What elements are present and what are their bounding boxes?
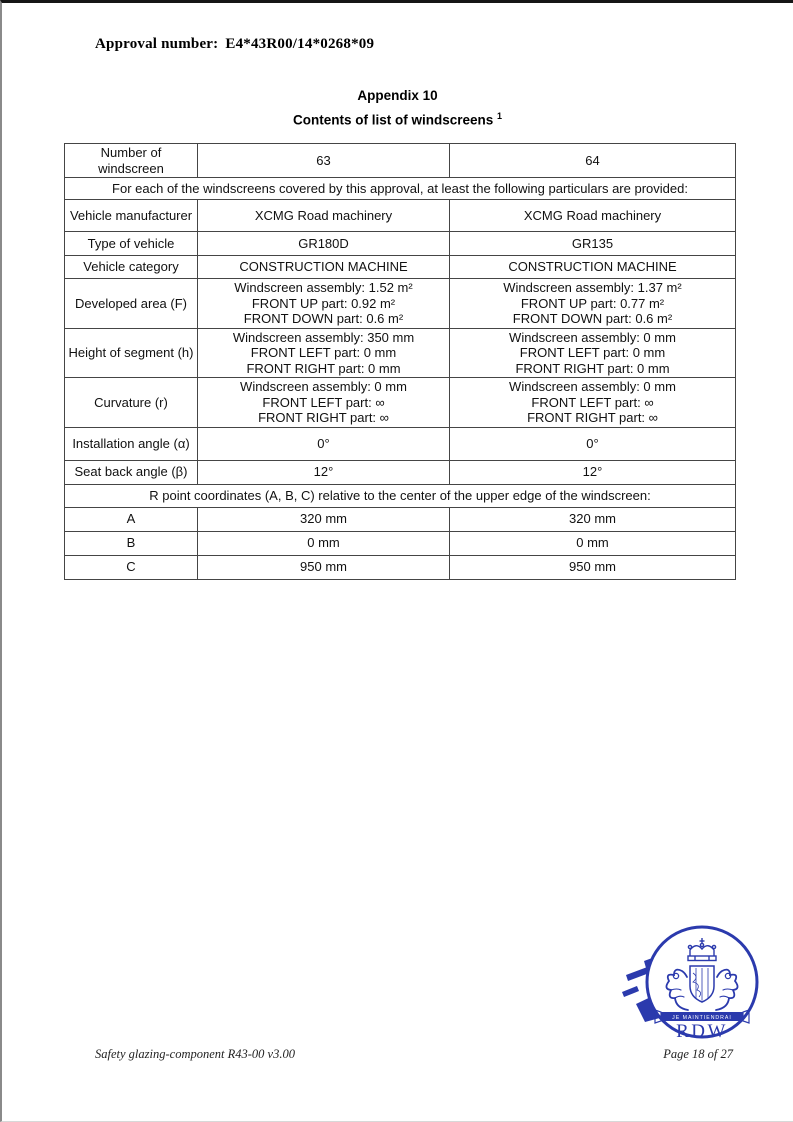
- row-label: Installation angle (α): [65, 427, 198, 460]
- developed-area-64-front-up: FRONT UP part: 0.77 m²: [520, 295, 665, 311]
- vehicle-category-63: CONSTRUCTION MACHINE: [198, 256, 450, 279]
- segment-height-63-front-left: FRONT LEFT part: 0 mm: [250, 345, 397, 360]
- segment-height-63: [198, 328, 450, 378]
- developed-area-63-assembly: Windscreen assembly: 1.52 m²: [234, 280, 413, 295]
- vehicle-type-64: GR135: [450, 232, 736, 256]
- curvature-63-front-right: FRONT RIGHT part: ∞: [258, 410, 389, 425]
- segment-height-64-assembly: Windscreen assembly: 0 mm: [509, 329, 676, 345]
- curvature-64: [450, 378, 736, 428]
- row-label: Developed area (F): [65, 279, 198, 329]
- r-point-note: R point coordinates (A, B, C) relative to the center of the upper edge of the windscreen:: [65, 484, 736, 507]
- footnote-marker: 1: [497, 111, 503, 121]
- vehicle-type-63: GR180D: [198, 232, 450, 256]
- table-row-curvature: [65, 378, 736, 428]
- row-label: Number of windscreen: [65, 144, 198, 178]
- manufacturer-64: XCMG Road machinery: [450, 200, 736, 232]
- table-row-coord-b: [65, 531, 736, 555]
- coord-a-63: 320 mm: [198, 507, 450, 531]
- coord-b-63: 0 mm: [198, 531, 450, 555]
- segment-height-63-assembly: Windscreen assembly: 350 mm: [232, 329, 415, 345]
- curvature-64-front-left: FRONT LEFT part: ∞: [531, 394, 654, 410]
- contents-title-text: Contents of list of windscreens: [292, 112, 494, 128]
- appendix-title: Appendix 10: [357, 88, 438, 103]
- curvature-64-assembly: Windscreen assembly: 0 mm: [509, 379, 676, 394]
- row-label: C: [65, 555, 198, 579]
- seat-back-angle-64: 12°: [450, 460, 736, 484]
- segment-height-64-front-left: FRONT LEFT part: 0 mm: [519, 345, 666, 360]
- approval-number-line: [95, 36, 374, 53]
- installation-angle-64: 0°: [450, 427, 736, 460]
- developed-area-63: [198, 279, 450, 329]
- row-label: Vehicle manufacturer: [65, 200, 198, 232]
- row-label: A: [65, 507, 198, 531]
- manufacturer-63: XCMG Road machinery: [198, 200, 450, 232]
- coord-c-63: 950 mm: [198, 555, 450, 579]
- curvature-64-front-right: FRONT RIGHT part: ∞: [527, 410, 658, 425]
- motto-text: JE MAINTIENDRAI: [672, 1014, 732, 1021]
- table-row-installation-angle: [65, 427, 736, 460]
- installation-angle-63: 0°: [198, 427, 450, 460]
- coord-c-64: 950 mm: [450, 555, 736, 579]
- table-row-coord-c: [65, 555, 736, 579]
- curvature-63-assembly: Windscreen assembly: 0 mm: [240, 379, 407, 394]
- windscreen-64-number: 64: [450, 144, 736, 178]
- table-note: For each of the windscreens covered by this approval, at least the following particulars are provided:: [65, 178, 736, 200]
- coord-b-64: 0 mm: [450, 531, 736, 555]
- contents-title: [2, 111, 793, 128]
- row-label: Type of vehicle: [65, 232, 198, 256]
- row-label: Seat back angle (β): [65, 460, 198, 484]
- segment-height-63-front-right: FRONT RIGHT part: 0 mm: [246, 360, 401, 376]
- segment-height-64-front-right: FRONT RIGHT part: 0 mm: [515, 360, 670, 376]
- footer-document-version: Safety glazing-component R43-00 v3.00: [95, 1047, 295, 1061]
- table-row-number: [65, 144, 736, 178]
- row-label: Curvature (r): [65, 378, 198, 428]
- row-label: Vehicle category: [65, 256, 198, 279]
- rdw-stamp-icon: [614, 915, 764, 1050]
- developed-area-64-assembly: Windscreen assembly: 1.37 m²: [503, 280, 682, 295]
- footer-page-number: Page 18 of 27: [663, 1047, 733, 1061]
- developed-area-64-front-down: FRONT DOWN part: 0.6 m²: [512, 311, 673, 326]
- curvature-63-front-left: FRONT LEFT part: ∞: [262, 394, 385, 410]
- table-row-coord-a: [65, 507, 736, 531]
- table-row-developed-area: [65, 279, 736, 329]
- table-row-vehicle-category: [65, 256, 736, 279]
- vehicle-category-64: CONSTRUCTION MACHINE: [450, 256, 736, 279]
- rdw-text: RDW: [676, 1021, 728, 1042]
- approval-number-value: E4*43R00/14*0268*09: [225, 36, 375, 52]
- table-row-segment-height: [65, 328, 736, 378]
- approval-number-label: Approval number:: [95, 36, 219, 52]
- stamp-stripe-icon: [622, 986, 639, 997]
- coord-a-64: 320 mm: [450, 507, 736, 531]
- table-row-manufacturer: [65, 200, 736, 232]
- table-row-seat-back-angle: [65, 460, 736, 484]
- table-row-note: [65, 178, 736, 200]
- row-label: Height of segment (h): [65, 328, 198, 378]
- developed-area-64: [450, 279, 736, 329]
- row-label: B: [65, 531, 198, 555]
- windscreen-table: [64, 143, 736, 580]
- developed-area-63-front-down: FRONT DOWN part: 0.6 m²: [243, 311, 404, 326]
- table-row-rpoint-note: [65, 484, 736, 507]
- curvature-63: [198, 378, 450, 428]
- segment-height-64: [450, 328, 736, 378]
- windscreen-63-number: 63: [198, 144, 450, 178]
- developed-area-63-front-up: FRONT UP part: 0.92 m²: [251, 295, 396, 311]
- seat-back-angle-63: 12°: [198, 460, 450, 484]
- table-row-vehicle-type: [65, 232, 736, 256]
